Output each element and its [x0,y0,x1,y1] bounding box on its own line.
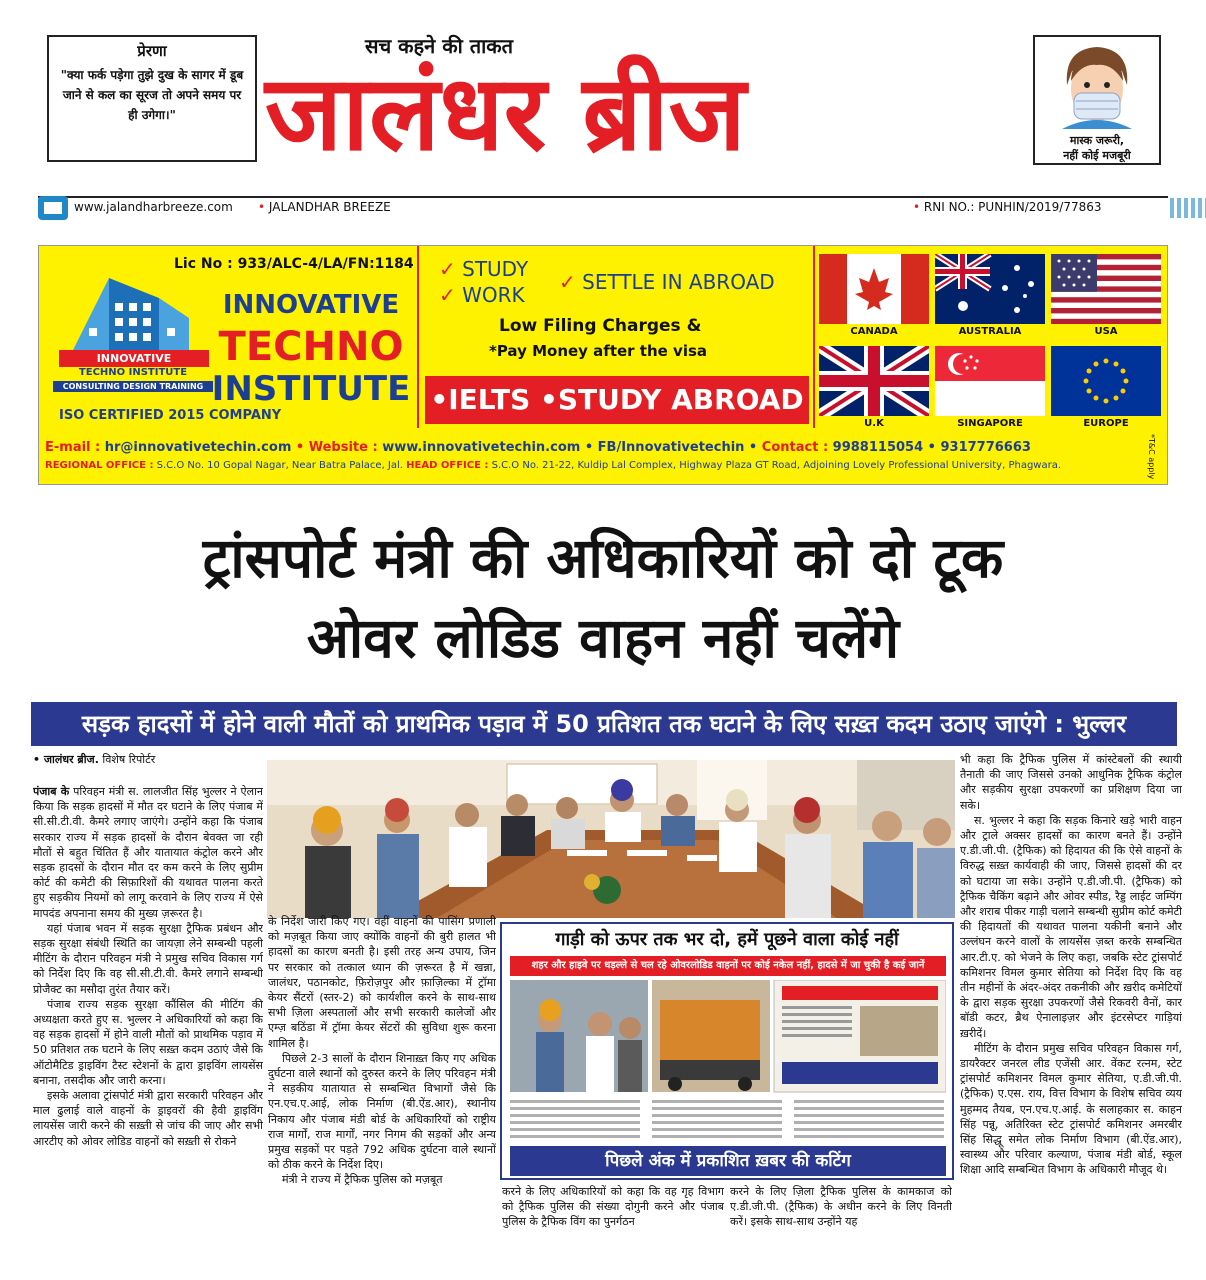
flag-singapore [935,346,1045,429]
ad-facebook: • FB/Innovativetechin • [584,440,758,455]
rni-text: RNI NO.: PUNHIN/2019/77863 [923,200,1102,214]
paragraph: के निर्देश जारी किए गए। वहीं वाहनों की पासिंग प्रणाली को मज़बूत किया जाए क्योंकि वाहनों की बुरी हालत भी हादसों का कारण बनती है। इसी तरह अन्य उपाय, जिन पर सरकार को तत्काल ध्यान की ज़रूरत है में खन्ना, जालंधर, पठानकोट, फ़िरोज़पुर और फ़ाज़िल्का में ट्रॉमा केयर सैंटरों (स्तर-2) को कार्यशील करने के साथ-साथ सभी ज़िला अस्पतालों और सभी सरकारी कालेजों और एम्ज़ बठिंडा में ट्रॉमा केयर सेंटरों की सुविधा शुरू करना शामिल है। [268,915,496,1050]
inset-strap: शहर और हाइवे पर धड़ल्ले से चल रहे ओवरलोडिड वाहनों पर कोई नकेल नहीं, हादसे में जा चुकी है कई जानें [510,956,946,976]
pay-money-text: *Pay Money after the visa [489,342,708,360]
terms-note: *T&C apply [1147,434,1156,480]
license-number: Lic No : 933/ALC-4/LA/FN:1184 [174,256,414,272]
brand-line-1: INNOVATIVE [222,290,400,320]
paragraph: मंत्री ने राज्य में ट्रैफिक पुलिस को मज़बूत [282,1173,443,1187]
flag-label: CANADA [850,326,898,337]
paragraph: स. भुल्लर ने कहा कि सड़क किनारे खड़े भारी वाहन और ट्राले अक्सर हादसों का कारण बनते हैं। उन्होंने ए.डी.जी.पी. (ट्रैफिक) को हिदायत की कि ऐसे वाहनों के विरुद्ध सख़्त कार्यवाही की जाए, जिससे हादसों की दर को घटाया जा सके। उन्होंने ए.डी.जी.पी. (ट्रैफिक) को ट्रैफिक चैकिंग बढ़ाने और ओवर स्पीड, रैड्ड लाईट जम्पिंग और शराब पीकर गाड़ी चलाने सम्बन्धी सुप्रीम कोर्ट कमेटी की हिदायतों की यथावत पालना यकीनी बनाने और उल्लंघन करने वालों के लायसेंस ज़ब्त करके सम्बन्धित आर.टी.ए. को भेजने के लिए कहा, जबकि स्टेट ट्रांसपोर्ट कमिशनर विमल कुमार सेतिया को निर्देश दिए कि वह तीन महीनों के अंदर-अंदर तकनीकी और ख़रीद कमेटियों के द्वारा सड़क सुरक्षा उपकरणों जैसे रिकवरी वैनों, कार बॉडी कटर, ब्रैथ ऐनालाइज़र और इंटरसेप्टर गाड़ियां ख़रीदें। [960,813,1182,1040]
paragraph: इसके अलावा ट्रांसपोर्ट मंत्री द्वारा सरकारी परिवहन और माल ढुलाई वाले वाहनों के ड्राइवरों की हैवी ड्राइविंग लायसेंस जारी करने की सख़्ती से जांच की जाए और सभी आरटीए को ओवर लोडिड वाहनों को सख़्ती से रोकने [33,1089,263,1148]
lead-word: पंजाब के [33,785,70,798]
prerna-heading: प्रेरणा [137,42,167,60]
inset-footer: पिछले अंक में प्रकाशित ख़बर की कटिंग [510,1146,946,1176]
australia-flag-icon [935,254,1045,324]
logo-label-1: INNOVATIVE [59,350,209,367]
article-column-4 [730,1184,952,1259]
mask-box [1033,35,1161,165]
rni-number: • RNI NO.: PUNHIN/2019/77863 [913,200,1102,214]
flag-europe [1051,346,1161,429]
headline-line-1: ट्रांसपोर्ट मंत्री की अधिकारियों को दो टूक [202,526,1004,590]
check-icon: ✓ [439,283,463,307]
flags-grid [819,254,1159,434]
flag-canada [819,254,929,337]
paragraph: यहां पंजाब भवन में सड़क सुरक्षा ट्रैफिक प्रबंधन और सड़क सुरक्षा संबंधी स्थिति का जायज़ा लेने सम्बन्धी पहली मीटिंग के दौरान परिवहन मंत्री ने प्रमुख सचिव विकास गर्ग को निर्देश दिए कि वह सी.सी.टी.वी. कैमरे लगाने सम्बन्धी प्रोजैक्ट का मसौदा तुरंत तैयार करें। [33,921,263,996]
eu-flag-icon [1051,346,1161,416]
check-icon: ✓ [439,257,463,281]
article-column-5 [960,752,1182,1259]
canada-flag-icon [819,254,929,324]
meeting-photo [267,760,955,918]
clipping-inset [500,922,954,1180]
ielts-banner: •IELTS •STUDY ABROAD [425,376,809,424]
paragraph [33,784,263,921]
byline [33,752,155,767]
advertisement [38,245,1168,485]
flag-uk [819,346,929,429]
iso-text: ISO CERTIFIED 2015 COMPANY [59,408,282,423]
flag-label: EUROPE [1083,418,1129,429]
info-bar [38,196,1168,220]
masthead [0,0,1206,195]
subheadline: सड़क हादसों में होने वाली मौतों को प्राथमिक पड़ाव में 50 प्रतिशत तक घटाने के लिए सख़्त कदम उठाए जाएंगे : भुल्लर [31,702,1177,746]
ad-website[interactable]: www.innovativetechin.com [382,440,581,455]
flag-usa [1051,254,1161,337]
logo-label-2: TECHNO INSTITUTE [78,367,188,378]
brand-line-3: INSTITUTE [211,369,411,409]
uk-flag-icon [819,346,929,416]
headline [0,518,1206,678]
check-icon: ✓ [559,270,583,294]
flag-label: SINGAPORE [957,418,1023,429]
head-office-label: HEAD OFFICE : [406,460,489,471]
paragraph: मीटिंग के दौरान प्रमुख सचिव परिवहन विकास गर्ग, डायरैक्टर जनरल लीड एजेंसी आर. वेंकट रत्नम, स्टेट ट्रांसपोर्ट कमिशनर विमल कुमार सेतिया, ए.डी.जी.पी. (ट्रैफिक) ए.एस. राय, वित्त विभाग के विशेष सचिव व्यय मुहम्मद तैयब, एन.एच.ए.आई. के सलाहकार स. काहन सिंह पन्नू, अतिरिक्त स्टेट ट्रांसपोर्ट कमिशनर अमरबीर सिंह सिद्धू समेत लोक निर्माण विभाग (बी.ऐंड.आर), स्वास्थ्य और परिवार कल्याण, पंजाब मंडी बोर्ड, स्कूल शिक्षा आदि सम्बन्धित विभाग के अधिकारी मौजूद थे। [960,1041,1182,1177]
low-filing-text: Low Filing Charges & [499,316,702,336]
regional-office-address: S.C.O No. 10 Gopal Nagar, Near Batra Palace, Jal. [156,460,403,471]
headline-line-2: ओवर लोडिड वाहन नहीं चलेंगे [306,606,900,670]
paragraph: करने के लिए अधिकारियों को कहा कि वह गृह विभाग को ट्रैफिक पुलिस की संख्या दोगुनी करने और पंजाब पुलिस के ट्रैफिक विंग का पुनर्गठन [502,1185,724,1229]
contact-label: Contact : [761,440,829,455]
flag-australia [935,254,1045,337]
tagline: सच कहने की ताकत [365,34,514,58]
ad-offer-panel [417,246,815,428]
offer-settle-text: SETTLE IN ABROAD [582,270,775,294]
social-handle-text: JALANDHAR BREEZE [268,200,391,214]
social-handle: • JALANDHAR BREEZE [258,200,391,214]
website-label: • Website : [295,440,378,455]
paragraph: पंजाब राज्य सड़क सुरक्षा कौंसिल की मीटिंग की अध्यक्षता करते हुए स. भुल्लर ने अधिकारियों को कहा कि वह सड़क हादसों में होने वाली मौतों को प्राथमिक पड़ाव में 50 प्रतिशत तक घटाने के लिए सख़्त कदम उठाएं जैसे कि ऑटोमैटिड ड्राइविंग टैस्ट स्टेशनों के द्वारा ड्राइविंग लायसेंस बनाना, तसदीक और जारी करना। [33,997,263,1087]
inset-heading: गाड़ी को ऊपर तक भर दो, हमें पूछने वाला कोई नहीं [555,929,899,950]
offer-settle [559,270,775,294]
brand-line-2: TECHNO [218,324,404,370]
article-column-2 [268,914,496,1259]
usa-flag-icon [1051,254,1161,324]
mask-text-2: नहीं कोई मजबूरी [1063,149,1131,162]
mail-icon [38,196,68,220]
office-line [45,460,1061,471]
byline-name: • जालंधर ब्रीज. [33,753,99,766]
paragraph: भी कहा कि ट्रैफिक पुलिस में कांस्टेबलों की स्थायी तैनाती की जाए जिससे उनको आधुनिक ट्रैफिक कंट्रोल और सड़कीय सुरक्षा उपकरणों का प्रशिक्षण दिया जा सके। [960,753,1182,812]
brand-name [206,284,416,410]
inset-clipping-images [510,980,946,1140]
paragraph: पिछले 2-3 सालों के दौरान शिनाख़्त किए गए अधिक दुर्घटना वाले स्थानों को दुरुस्त करने के लिए परिवहन मंत्री ने सड़कीय यातायात से सम्बन्धित विभागों जैसे कि एन.एच.ए.आई, लोक निर्माण (बी.ऐंड.आर), स्थानीय निकाय और पंजाब मंडी बोर्ड के अधिकारियों को राष्ट्रीय राज मार्गों, राज मार्गों, नगर निगम की सड़कों और अन्य प्रमुख सड़कों पर पड़ते 792 अधिक दुर्घटना वाले स्थानों को ठीक करने के निर्देश दिए। [268,1051,496,1172]
offer-study: STUDY [462,257,529,281]
regional-office-label: REGIONAL OFFICE : [45,460,154,471]
masked-face-icon [1052,41,1142,129]
website-link[interactable]: www.jalandharbreeze.com [74,200,233,214]
email-label: E-mail : [45,440,101,455]
decorative-stripes [1170,198,1206,218]
offer-list [439,256,528,308]
contact-line [45,440,1031,455]
article-column-3 [502,1184,724,1259]
logo-label-3: CONSULTING DESIGN TRAINING [53,381,213,392]
flag-label: USA [1094,326,1118,337]
mask-text-1: मास्क जरूरी, [1069,134,1125,147]
paragraph: करने के लिए ज़िला ट्रैफिक पुलिस के कामकाज को ए.डी.जी.पी. (ट्रैफिक) के अधीन करने के लिए विनती करें। इसके साथ-साथ उन्होंने यह [730,1185,952,1229]
head-office-address: S.C.O No. 21-22, Kuldip Lal Complex, Highway Plaza GT Road, Adjoining Lovely Professional University, Phagwara. [491,460,1062,471]
byline-role: विशेष रिपोर्टर [102,753,156,766]
article-column-1 [33,784,263,1239]
contact-numbers: 9988115054 • 9317776663 [832,440,1031,455]
offer-work: WORK [462,283,525,307]
flag-label: AUSTRALIA [958,326,1022,337]
paragraph-text: परिवहन मंत्री स. लालजीत सिंह भुल्लर ने ऐलान किया कि सड़क हादसों में मौत दर घटाने के लिए पंजाब में सी.सी.टी.वी. कैमरे लगाए जाएंगे। उन्होंने कहा कि पंजाब सरकार राज्य में सड़क हादसों के दौरान बेवक्त जा रही मौतों से बहुत चिंतित हैं और यातायात कंट्रोल करने और सड़क हादसों के दौरान मौत दर कम करने के लिए सुप्रीम कोर्ट की कमेटी की सिफ़ारिशों की यथावत पालना करते हुए सड़कीय नियमों को लागू करवाने के लिए राज्य में ऐसे मापदंड अपनाना समय की मुख्य ज़रूरत है। [33,785,263,920]
prerna-box [47,35,257,162]
flag-label: U.K [864,418,884,429]
paper-name: जालंधर ब्रीज [265,52,746,174]
email-address[interactable]: hr@innovativetechin.com [104,440,292,455]
prerna-quote: "क्या फर्क पड़ेगा तुझे दुख के सागर में डूब जाने से कल का सूरज तो अपने समय पर ही उगेगा।" [60,68,244,122]
singapore-flag-icon [935,346,1045,416]
